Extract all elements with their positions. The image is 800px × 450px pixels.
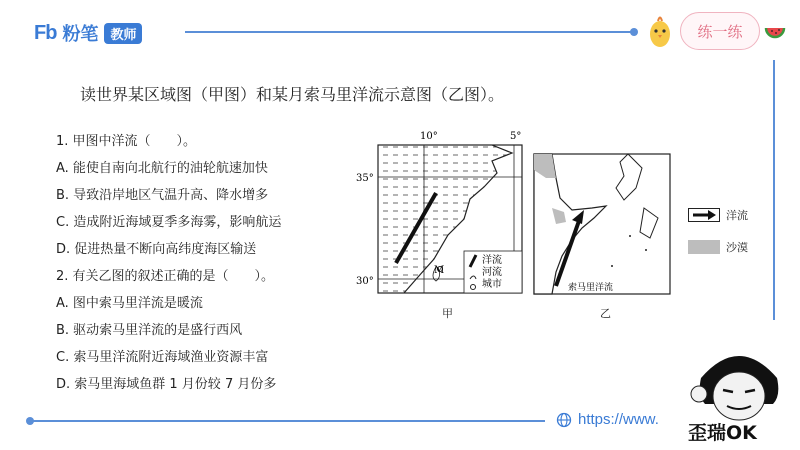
sticker-text: 歪瑞OK: [688, 422, 757, 444]
island-dot: [629, 235, 631, 237]
watermelon-icon: [764, 20, 786, 42]
island-dot: [645, 249, 647, 251]
lon-label-10: 10°: [420, 131, 438, 142]
map-yi: [532, 148, 672, 298]
point-m-label: M: [434, 265, 445, 276]
lat-label-35: 35°: [356, 173, 374, 184]
option-2a: A. 图中索马里洋流是暖流: [56, 296, 203, 311]
footer-url[interactable]: [556, 411, 659, 428]
question-list: [56, 128, 356, 398]
map-jia: [352, 127, 532, 297]
current-legend-icon: [688, 208, 720, 222]
option-1c: C. 造成附近海域夏季多海雾，影响航运: [56, 215, 282, 230]
question-1: 1. 甲图中洋流（ ）。: [56, 134, 197, 149]
url-text: https://www.: [578, 411, 659, 428]
lat-label-30: 30°: [356, 276, 374, 287]
map-jia-caption: 甲: [442, 307, 453, 320]
map-yi-caption: 乙: [600, 307, 611, 320]
lon-label-5: 5°: [510, 131, 522, 142]
option-2d: D. 索马里海域鱼群 1 月份较 7 月份多: [56, 377, 277, 392]
brand-logo: [34, 20, 142, 46]
frame-right-border: [773, 60, 775, 320]
inset-label-river: 河流: [482, 267, 502, 278]
legend-current-label: 洋流: [726, 209, 748, 222]
option-1a: A. 能使自南向北航行的油轮航速加快: [56, 161, 268, 176]
map-legend: [688, 206, 748, 256]
logo-mark: Fb: [34, 21, 57, 44]
chick-icon: [646, 12, 674, 50]
option-2b: B. 驱动索马里洋流的是盛行西风: [56, 323, 243, 338]
inset-label-current: 洋流: [482, 255, 502, 266]
island-dot: [611, 265, 613, 267]
practice-badge: [680, 12, 760, 50]
legend-desert-label: 沙漠: [726, 241, 748, 254]
frame-bottom-border: [30, 420, 545, 422]
inset-label-city: 城市: [482, 279, 502, 290]
question-stem: 读世界某区域图（甲图）和某月索马里洋流示意图（乙图）。: [80, 85, 505, 104]
header-divider: [185, 31, 635, 33]
desert-legend-icon: [688, 240, 720, 254]
logo-name: 粉笔: [62, 24, 99, 45]
practice-label: 练一练: [697, 22, 743, 41]
globe-icon: [556, 412, 572, 428]
question-2: 2. 有关乙图的叙述正确的是（ ）。: [56, 269, 275, 284]
option-1d: D. 促进热量不断向高纬度海区输送: [56, 242, 257, 257]
option-2c: C. 索马里洋流附近海域渔业资源丰富: [56, 350, 269, 365]
option-1b: B. 导致沿岸地区气温升高、降水增多: [56, 188, 269, 203]
somali-current-label: 索马里洋流: [568, 283, 614, 293]
logo-badge: 教师: [104, 23, 142, 44]
